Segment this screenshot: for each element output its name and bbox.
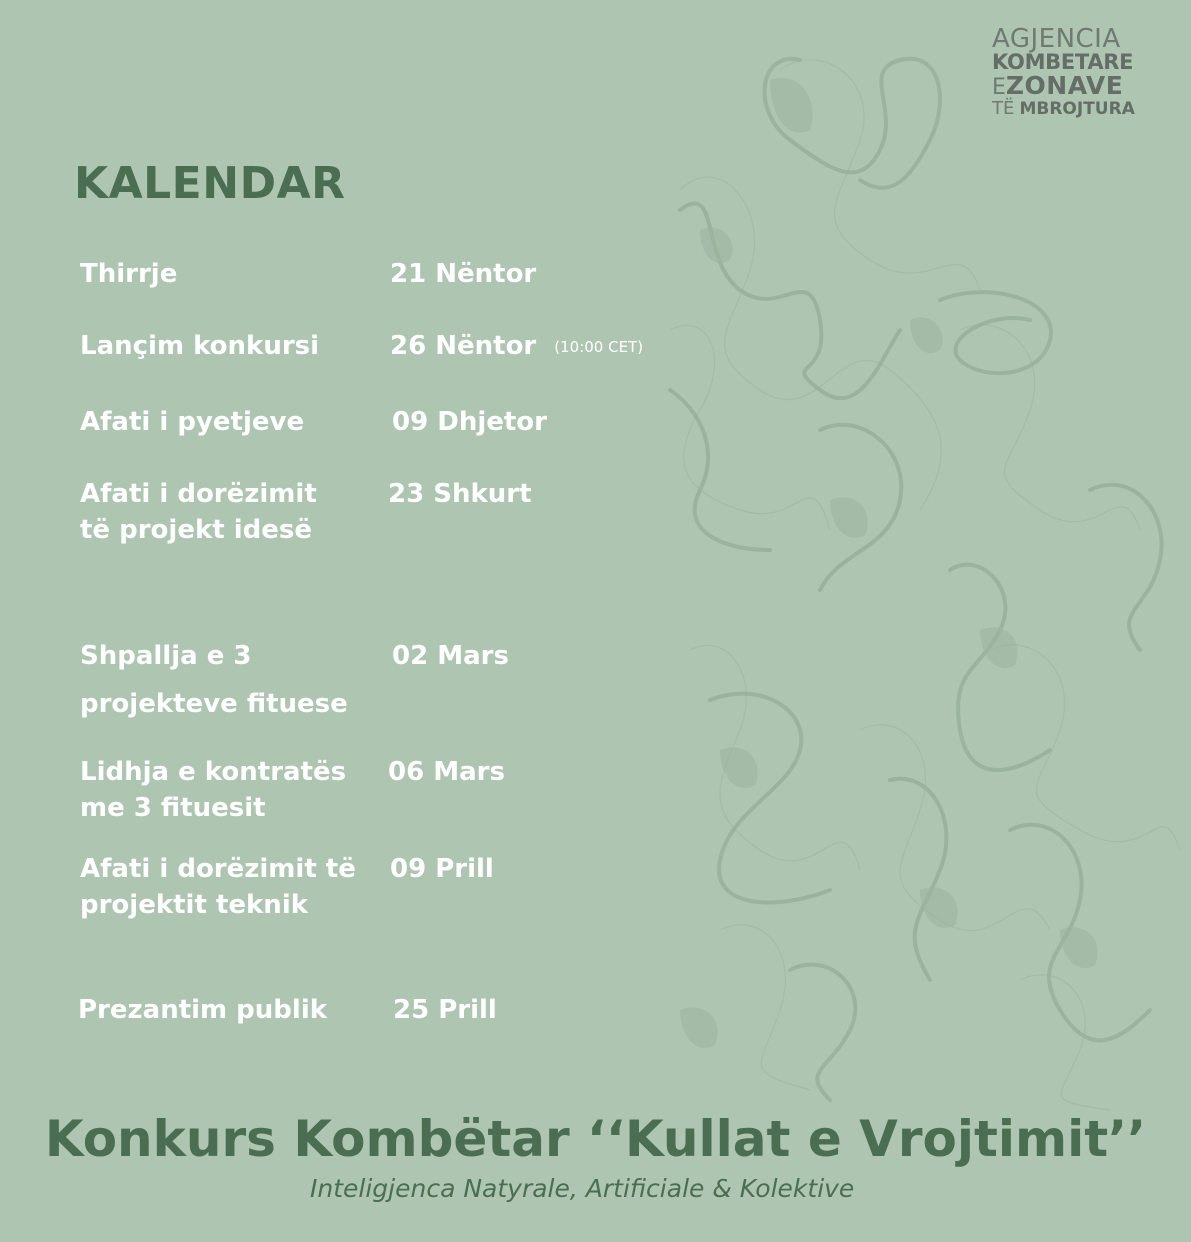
- logo-line4-main: MBROJTURA: [1019, 99, 1135, 119]
- event-label: [80, 328, 380, 364]
- event-date: [390, 328, 643, 365]
- event-date: [388, 754, 505, 790]
- logo-line3-prefix: E: [992, 75, 1006, 100]
- event-label-line: me 3 fituesit: [80, 793, 266, 823]
- event-label: [80, 754, 380, 826]
- event-date-text: 02 Mars: [392, 641, 509, 671]
- event-label-line: projekteve fituese: [80, 689, 348, 719]
- event-date: [393, 992, 497, 1028]
- event-date-text: 09 Prill: [390, 854, 494, 884]
- logo-line-zonave: [992, 73, 1164, 99]
- event-date-text: 06 Mars: [388, 757, 505, 787]
- event-label-line: Shpallja e 3: [80, 641, 252, 671]
- event-label-line: Afati i dorëzimit të: [80, 854, 356, 884]
- event-label: [80, 476, 380, 548]
- page-title: KALENDAR: [74, 158, 346, 209]
- event-label-line: Lidhja e kontratës: [80, 757, 347, 787]
- event-time-note: (10:00 CET): [554, 338, 644, 356]
- event-label-line: Afati i dorëzimit: [80, 479, 317, 509]
- event-label: [80, 256, 380, 292]
- event-label: [80, 632, 380, 728]
- decorative-map-illustration: [660, 30, 1191, 1120]
- event-date-text: 21 Nëntor: [390, 259, 537, 289]
- event-date-text: 26 Nëntor: [390, 331, 537, 361]
- event-label-line: Afati i pyetjeve: [80, 407, 305, 437]
- event-date: [390, 256, 536, 292]
- event-date: [388, 476, 532, 512]
- competition-subtitle: Inteligjenca Natyrale, Artificiale & Kolektive: [310, 1174, 855, 1203]
- event-date: [392, 638, 509, 674]
- event-date: [390, 851, 494, 887]
- event-date-text: 25 Prill: [393, 995, 497, 1025]
- event-label-line: Thirrje: [80, 259, 178, 289]
- event-label: [80, 851, 380, 923]
- event-label-line: Lançim konkursi: [80, 331, 320, 361]
- event-label: [80, 404, 380, 440]
- event-label-line: Prezantim publik: [78, 995, 328, 1025]
- event-date-text: 09 Dhjetor: [392, 407, 547, 437]
- logo-line4-prefix: TË: [992, 98, 1015, 119]
- agency-logo: [992, 26, 1164, 118]
- logo-line3-main: ZONAVE: [1005, 71, 1124, 100]
- event-date-text: 23 Shkurt: [388, 479, 532, 509]
- event-label: [78, 992, 378, 1028]
- logo-line-agjencia: AGJENCIA: [992, 24, 1121, 54]
- competition-title: Konkurs Kombëtar ‘‘Kullat e Vrojtimit’’: [44, 1110, 1147, 1168]
- logo-line-kombetare: KOMBETARE: [992, 50, 1134, 74]
- logo-line-mbrojtura: [992, 100, 1164, 118]
- event-label-line: projektit teknik: [80, 890, 309, 920]
- event-date: [392, 404, 547, 440]
- event-label-line: të projekt idesë: [80, 515, 312, 545]
